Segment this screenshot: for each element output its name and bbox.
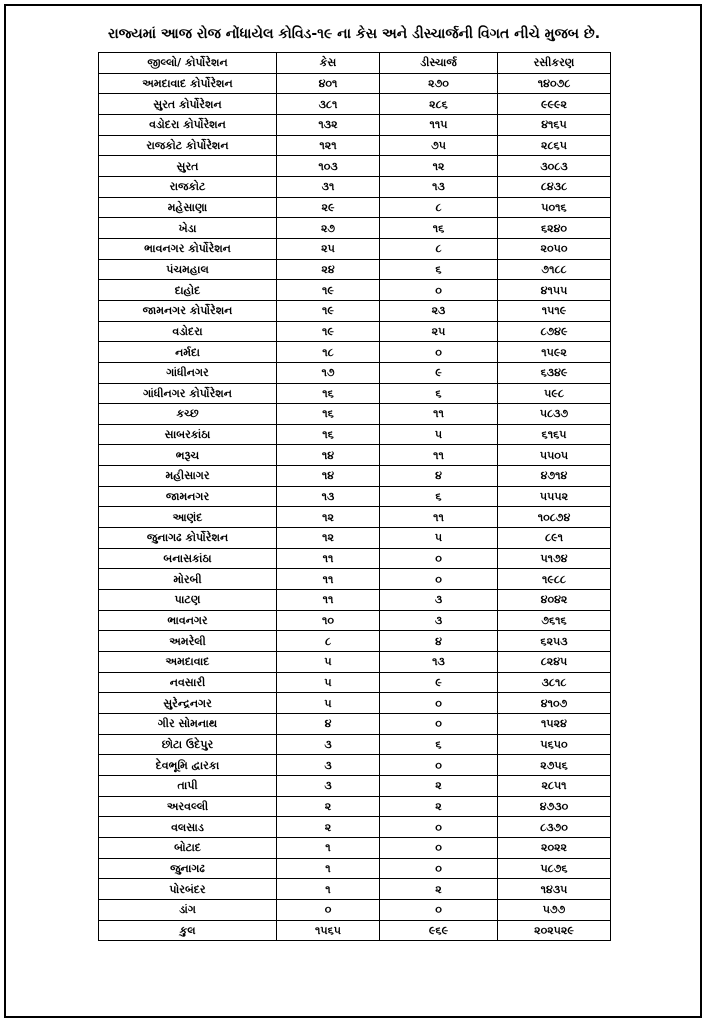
vaccination-cell: ૧૫૨૪ [498,714,611,735]
header-row [99,53,611,74]
discharge-cell: ૧૩ [380,652,498,673]
discharge-cell: ૦ [380,280,498,301]
table-row [99,135,611,156]
table-row [99,631,611,652]
vaccination-cell: ૪૧૫૫ [498,280,611,301]
discharge-cell: ૪ [380,466,498,487]
table-row [99,775,611,796]
discharge-cell: ૧૨ [380,156,498,177]
header-vaccination: રસીકરણ [498,53,611,74]
discharge-cell: ૨૩ [380,300,498,321]
table-row [99,672,611,693]
discharge-cell: ૮ [380,238,498,259]
district-cell: નવસારી [99,672,277,693]
discharge-cell: ૩ [380,610,498,631]
table-row [99,114,611,135]
vaccination-cell: ૨૦૨૨ [498,837,611,858]
table-row [99,858,611,879]
district-cell: સુરત કોર્પોરેશન [99,94,277,115]
vaccination-cell: ૨૦૫૦ [498,238,611,259]
table-row [99,734,611,755]
district-cell: અમરેલી [99,631,277,652]
cases-cell: ૧૧ [277,569,380,590]
table-row [99,486,611,507]
vaccination-cell: ૭૧૮૮ [498,259,611,280]
table-row [99,755,611,776]
total-label: કુલ [99,920,277,941]
vaccination-cell: ૫૧૭૪ [498,548,611,569]
cases-cell: ૮ [277,631,380,652]
discharge-cell: ૩ [380,590,498,611]
cases-cell: ૩૮૧ [277,94,380,115]
table-row [99,218,611,239]
cases-cell: ૧૦૩ [277,156,380,177]
cases-cell: ૩ [277,734,380,755]
cases-cell: ૩ [277,775,380,796]
table-row [99,383,611,404]
vaccination-cell: ૬૨૫૩ [498,631,611,652]
vaccination-cell: ૧૪૦૭૮ [498,73,611,94]
vaccination-cell: ૪૭૧૪ [498,466,611,487]
discharge-cell: ૮ [380,197,498,218]
cases-cell: ૧ [277,858,380,879]
vaccination-cell: ૧૫૯૨ [498,342,611,363]
discharge-cell: ૦ [380,714,498,735]
district-cell: રાજકોટ કોર્પોરેશન [99,135,277,156]
discharge-cell: ૫ [380,424,498,445]
discharge-cell: ૧૧ [380,404,498,425]
table-row [99,238,611,259]
discharge-cell: ૦ [380,342,498,363]
discharge-cell: ૦ [380,837,498,858]
discharge-cell: ૦ [380,899,498,920]
cases-cell: ૧૧ [277,548,380,569]
district-cell: ગાંધીનગર કોર્પોરેશન [99,383,277,404]
district-cell: અમદાવાદ [99,652,277,673]
table-row [99,424,611,445]
discharge-cell: ૯ [380,672,498,693]
vaccination-cell: ૮૭૪૯ [498,321,611,342]
table-row [99,899,611,920]
district-cell: ડાંગ [99,899,277,920]
table-row [99,879,611,900]
district-cell: આણંદ [99,507,277,528]
discharge-cell: ૧૧ [380,507,498,528]
vaccination-cell: ૮૨૪૫ [498,652,611,673]
discharge-cell: ૦ [380,858,498,879]
vaccination-cell: ૮૩૭૦ [498,817,611,838]
district-cell: અમદાવાદ કોર્પોરેશન [99,73,277,94]
vaccination-cell: ૧૯૮૮ [498,569,611,590]
discharge-cell: ૯ [380,362,498,383]
vaccination-cell: ૪૧૦૭ [498,693,611,714]
cases-cell: ૧૨ [277,528,380,549]
page-title: રાજ્યમાં આજ રોજ નોંધાયેલ કોવિડ-૧૯ ના કેસ અને ડીસ્ચાર્જની વિગત નીચે મુજબ છે. [107,26,601,42]
discharge-cell: ૦ [380,548,498,569]
vaccination-cell: ૮૪૩૮ [498,176,611,197]
vaccination-cell: ૫૬૫૦ [498,734,611,755]
table-row [99,528,611,549]
table-row [99,507,611,528]
cases-cell: ૧ [277,879,380,900]
table-row [99,321,611,342]
table-row [99,280,611,301]
cases-cell: ૩ [277,755,380,776]
vaccination-cell: ૬૩૪૯ [498,362,611,383]
table-row [99,837,611,858]
cases-cell: ૧૨ [277,507,380,528]
district-cell: ભાવનગર કોર્પોરેશન [99,238,277,259]
cases-cell: ૨૭ [277,218,380,239]
table-row [99,404,611,425]
vaccination-cell: ૫૫૫૨ [498,486,611,507]
cases-cell: ૫ [277,693,380,714]
cases-cell: ૨૯ [277,197,380,218]
district-cell: જામનગર કોર્પોરેશન [99,300,277,321]
district-cell: દેવભૂમિ દ્વારકા [99,755,277,776]
cases-cell: ૨ [277,796,380,817]
total-discharge: ૯૬૯ [380,920,498,941]
discharge-cell: ૪ [380,631,498,652]
discharge-cell: ૨૭૦ [380,73,498,94]
discharge-cell: ૬ [380,734,498,755]
cases-cell: ૪૦૧ [277,73,380,94]
cases-cell: ૧૯ [277,300,380,321]
cases-cell: ૧ [277,837,380,858]
header-discharge: ડીસ્ચાર્જ [380,53,498,74]
vaccination-cell: ૭૬૧૬ [498,610,611,631]
table-row [99,156,611,177]
cases-cell: ૧૯ [277,321,380,342]
district-cell: વડોદરા [99,321,277,342]
discharge-cell: ૬ [380,383,498,404]
cases-cell: ૧૦ [277,610,380,631]
cases-cell: ૧૩ [277,486,380,507]
vaccination-cell: ૨૮૬૫ [498,135,611,156]
discharge-cell: ૦ [380,569,498,590]
table-body [99,73,611,920]
vaccination-cell: ૧૫૧૯ [498,300,611,321]
cases-cell: ૩૧ [277,176,380,197]
discharge-cell: ૦ [380,755,498,776]
total-vaccination: ૨૦૨૫૨૯ [498,920,611,941]
vaccination-cell: ૯૯૯૨ [498,94,611,115]
cases-cell: ૨ [277,817,380,838]
district-cell: ગાંધીનગર [99,362,277,383]
table-row [99,714,611,735]
district-cell: મહેસાણા [99,197,277,218]
discharge-cell: ૬ [380,259,498,280]
district-cell: સાબરકાંઠા [99,424,277,445]
vaccination-cell: ૩૦૮૩ [498,156,611,177]
district-cell: રાજકોટ [99,176,277,197]
district-cell: વડોદરા કોર્પોરેશન [99,114,277,135]
cases-cell: ૧૭ [277,362,380,383]
vaccination-cell: ૫૦૧૬ [498,197,611,218]
district-cell: ખેડા [99,218,277,239]
table-row [99,817,611,838]
cases-cell: ૧૨૧ [277,135,380,156]
table-row [99,590,611,611]
district-cell: બોટાદ [99,837,277,858]
district-cell: તાપી [99,775,277,796]
discharge-cell: ૬ [380,486,498,507]
table-row [99,569,611,590]
cases-cell: ૧૯ [277,280,380,301]
table-row [99,548,611,569]
cases-cell: ૧૪ [277,466,380,487]
cases-cell: ૨૪ [277,259,380,280]
district-cell: મોરબી [99,569,277,590]
cases-cell: ૫ [277,672,380,693]
vaccination-cell: ૬૧૬૫ [498,424,611,445]
cases-cell: ૧૬ [277,383,380,404]
cases-cell: ૧૬ [277,424,380,445]
cases-cell: ૦ [277,899,380,920]
table-row [99,342,611,363]
cases-cell: ૧૪ [277,445,380,466]
district-cell: છોટા ઉદેપુર [99,734,277,755]
table-row [99,300,611,321]
discharge-cell: ૧૧ [380,445,498,466]
district-cell: સુરત [99,156,277,177]
vaccination-cell: ૬૨૪૦ [498,218,611,239]
cases-cell: ૧૮ [277,342,380,363]
vaccination-cell: ૪૭૩૦ [498,796,611,817]
vaccination-cell: ૫૭૭ [498,899,611,920]
discharge-cell: ૨ [380,879,498,900]
header-cases: કેસ [277,53,380,74]
district-cell: બનાસકાંઠા [99,548,277,569]
vaccination-cell: ૪૦૪૨ [498,590,611,611]
cases-cell: ૧૧ [277,590,380,611]
cases-cell: ૧૩૨ [277,114,380,135]
table-row [99,197,611,218]
table-row [99,796,611,817]
district-cell: મહીસાગર [99,466,277,487]
district-cell: અરવલ્લી [99,796,277,817]
cases-cell: ૫ [277,652,380,673]
vaccination-cell: ૩૮૧૮ [498,672,611,693]
district-cell: જુનાગઢ કોર્પોરેશન [99,528,277,549]
discharge-cell: ૧૧૫ [380,114,498,135]
header-district: જીલ્લો/ કોર્પોરેશન [99,53,277,74]
discharge-cell: ૫ [380,528,498,549]
table-row [99,445,611,466]
table-row [99,693,611,714]
vaccination-cell: ૫૯૮ [498,383,611,404]
discharge-cell: ૨૫ [380,321,498,342]
district-cell: ગીર સોમનાથ [99,714,277,735]
table-row [99,610,611,631]
discharge-cell: ૨ [380,796,498,817]
table-row [99,94,611,115]
district-cell: વલસાડ [99,817,277,838]
total-row [99,920,611,941]
district-cell: નર્મદા [99,342,277,363]
district-cell: ભાવનગર [99,610,277,631]
district-cell: સુરેન્દ્રનગર [99,693,277,714]
vaccination-cell: ૫૮૭૬ [498,858,611,879]
vaccination-cell: ૧૦૮૭૪ [498,507,611,528]
vaccination-cell: ૨૭૫૬ [498,755,611,776]
district-cell: દાહોદ [99,280,277,301]
vaccination-cell: ૮૯૧ [498,528,611,549]
cases-cell: ૨૫ [277,238,380,259]
table-row [99,466,611,487]
discharge-cell: ૧૩ [380,176,498,197]
district-cell: જામનગર [99,486,277,507]
district-cell: પાટણ [99,590,277,611]
table-row [99,259,611,280]
cases-cell: ૧૬ [277,404,380,425]
cases-cell: ૪ [277,714,380,735]
discharge-cell: ૦ [380,693,498,714]
vaccination-cell: ૧૪૩૫ [498,879,611,900]
discharge-cell: ૨૮૬ [380,94,498,115]
discharge-cell: ૭૫ [380,135,498,156]
table-row [99,73,611,94]
vaccination-cell: ૪૧૬૫ [498,114,611,135]
district-cell: પોરબંદર [99,879,277,900]
vaccination-cell: ૫૮૩૭ [498,404,611,425]
vaccination-cell: ૫૫૦૫ [498,445,611,466]
total-cases: ૧૫૬૫ [277,920,380,941]
district-cell: ભરૂચ [99,445,277,466]
discharge-cell: ૦ [380,817,498,838]
district-cell: જુનાગઢ [99,858,277,879]
table-row [99,652,611,673]
table-row [99,176,611,197]
district-cell: પંચમહાલ [99,259,277,280]
discharge-cell: ૧૬ [380,218,498,239]
district-cell: કચ્છ [99,404,277,425]
covid-table [98,52,611,941]
discharge-cell: ૨ [380,775,498,796]
table-row [99,362,611,383]
vaccination-cell: ૨૮૫૧ [498,775,611,796]
